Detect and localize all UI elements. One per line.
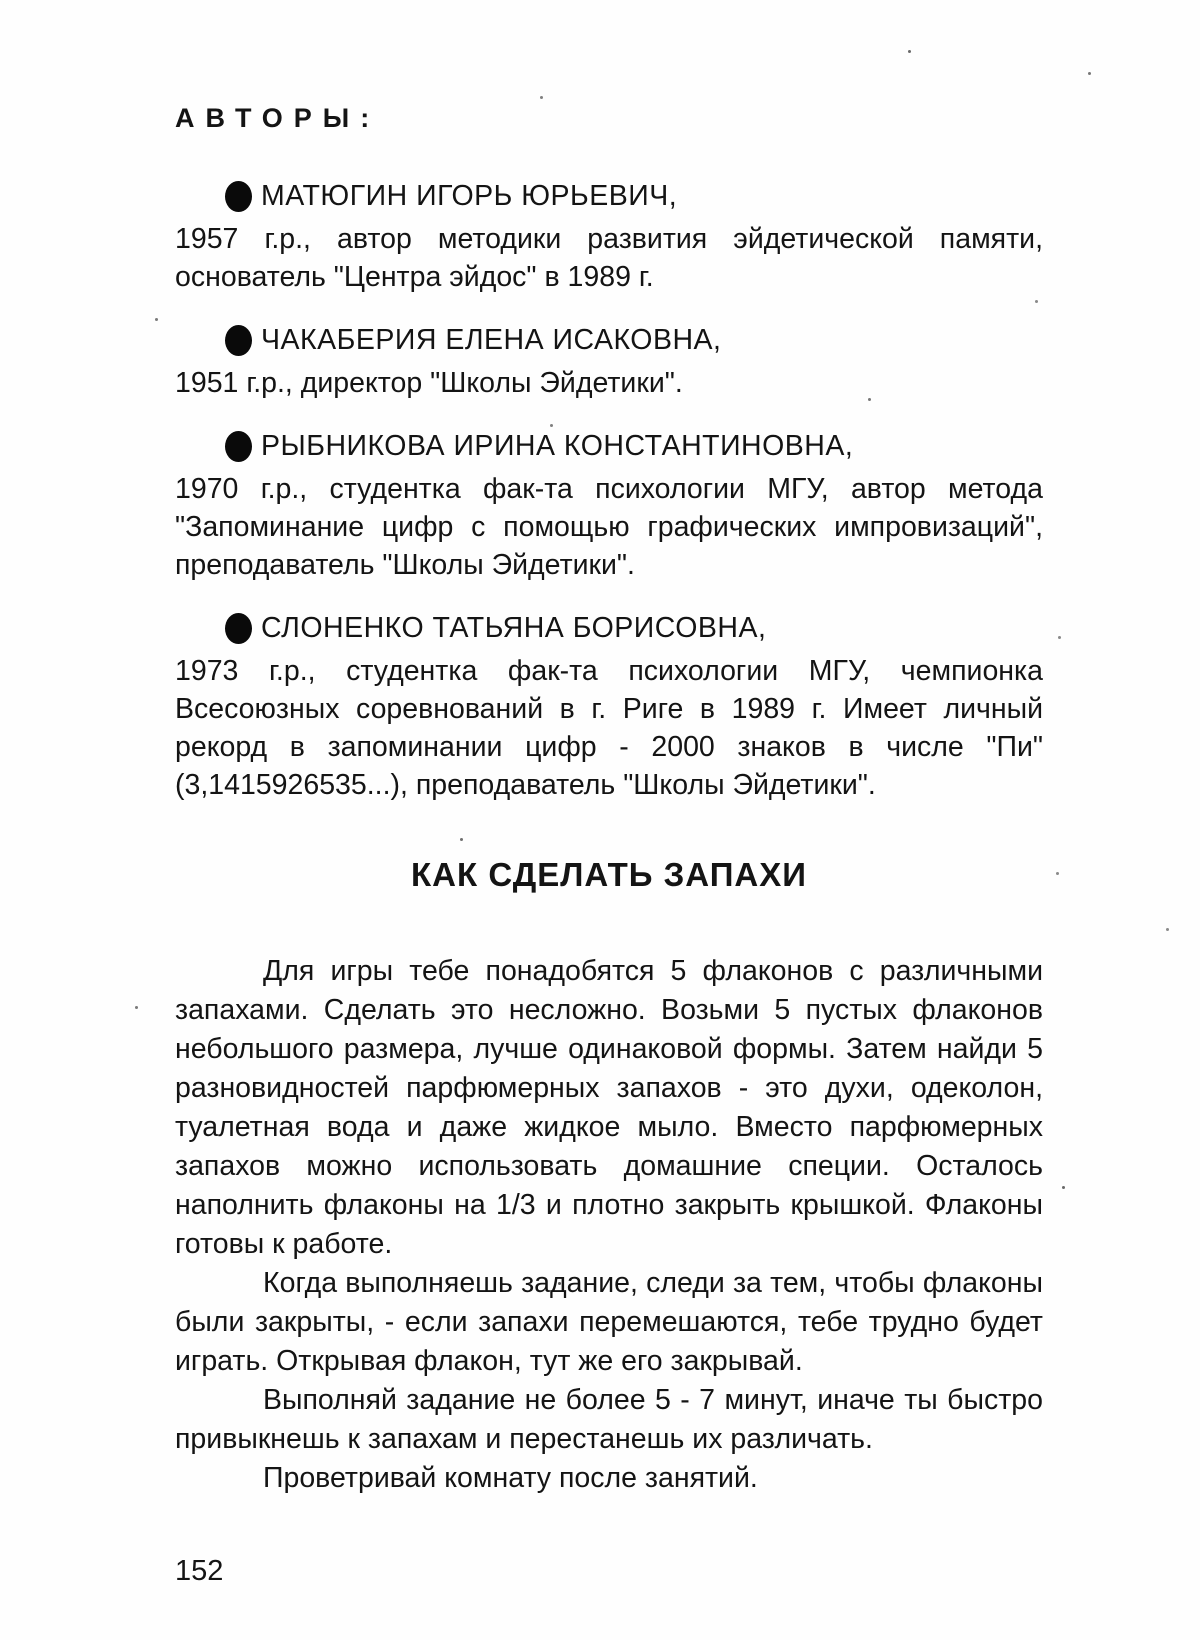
author-bio: 1973 г.р., студентка фак-та психологии МГУ, чемпионка Всесоюзных соревнований в г. Риге в 1989 г. Имеет личный рекорд в запоминании цифр - 2000 знаков в числе "Пи" (3,1415926535...), преподаватель "Школы Эйдетики".: [175, 655, 1043, 801]
author-bio: 1970 г.р., студентка фак-та психологии МГУ, автор метода "Запоминание цифр с помощью графических импровизаций", преподаватель "Школы Эйдетики".: [175, 473, 1043, 581]
author-name-line: [175, 428, 1043, 464]
body-paragraph: Проветривай комнату после занятий.: [263, 1462, 758, 1494]
author-entry: [175, 428, 1043, 584]
author-name-line: [175, 322, 1043, 358]
author-name: РЫБНИКОВА ИРИНА КОНСТАНТИНОВНА,: [261, 430, 854, 462]
body-paragraph: Для игры тебе понадобятся 5 флаконов с различными запахами. Сделать это несложно. Возьми 5 пустых флаконов небольшого размера, лучше одинаковой формы. Затем найди 5 разновидностей парфюмерных запахов - это духи, одеколон, туалетная вода и даже жидкое мыло. Вместо парфюмерных запахов можно использовать домашние специи. Осталось наполнить флаконы на 1/3 и плотно закрыть крышкой. Флаконы готовы к работе.: [175, 955, 1043, 1260]
bullet-marker-icon: [225, 325, 252, 356]
author-name: СЛОНЕНКО ТАТЬЯНА БОРИСОВНА,: [261, 612, 767, 644]
scan-noise-specks: [0, 0, 3, 3]
section-title: КАК СДЕЛАТЬ ЗАПАХИ: [411, 856, 807, 893]
bullet-marker-icon: [225, 613, 252, 644]
body-paragraph: Когда выполняешь задание, следи за тем, чтобы флаконы были закрыты, - если запахи перемешаются, тебе трудно будет играть. Открывая флакон, тут же его закрывай.: [175, 1267, 1043, 1377]
author-entry: [175, 610, 1043, 804]
author-entry: [175, 322, 1043, 402]
authors-heading: АВТОРЫ:: [175, 103, 381, 133]
page-number: 152: [175, 1555, 224, 1587]
author-bio: 1951 г.р., директор "Школы Эйдетики".: [175, 367, 683, 399]
body-paragraph: Выполняй задание не более 5 - 7 минут, иначе ты быстро привыкнешь к запахам и перестанешь их различать.: [175, 1384, 1043, 1455]
author-name-line: [175, 178, 1043, 214]
author-name: МАТЮГИН ИГОРЬ ЮРЬЕВИЧ,: [261, 180, 678, 212]
author-entry: [175, 178, 1043, 296]
page-content: [175, 103, 1043, 1498]
author-bio: 1957 г.р., автор методики развития эйдетической памяти, основатель "Центра эйдос" в 1989 г.: [175, 223, 1043, 293]
bullet-marker-icon: [225, 181, 252, 212]
bullet-marker-icon: [225, 431, 252, 462]
author-name: ЧАКАБЕРИЯ ЕЛЕНА ИСАКОВНА,: [261, 324, 722, 356]
author-name-line: [175, 610, 1043, 646]
